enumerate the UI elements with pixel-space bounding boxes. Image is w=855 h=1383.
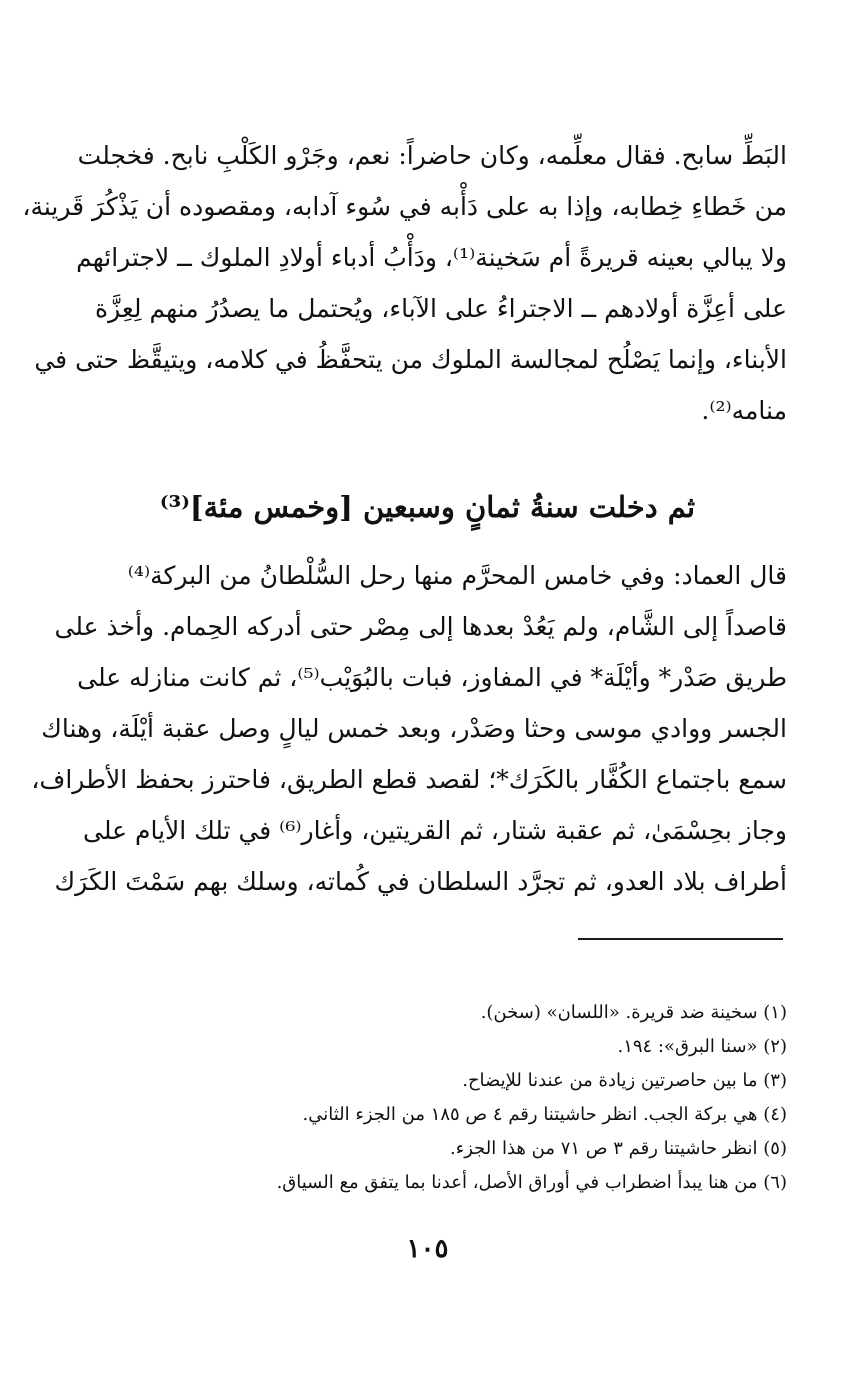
footnote-2: (٢) «سنا البرق»: ١٩٤. (617, 1036, 787, 1057)
paragraph-line: البَطِّ سابح. فقال معلِّمه، وكان حاضراً: نعم، وجَرْو الكَلْبِ نابح. فخجلت (77, 141, 787, 170)
footnote-5: (٥) انظر حاشيتنا رقم ٣ ص ٧١ من هذا الجزء. (450, 1138, 787, 1159)
paragraph-line: منامه⁽²⁾. (701, 396, 787, 425)
paragraph-line: سمع باجتماع الكُفَّار بالكَرَك*؛ لقصد قطع الطريق، فاحترز بحفظ الأطراف، (31, 765, 787, 794)
footnote-4: (٤) هي بركة الجب. انظر حاشيتنا رقم ٤ ص ١٨٥ من الجزء الثاني. (302, 1104, 787, 1125)
paragraph-line: الجسر ووادي موسى وحثا وصَدْر، وبعد خمس ليالٍ وصل عقبة أيْلَة، وهناك (41, 714, 787, 743)
paragraph-line: من خَطاءِ خِطابه، وإذا به على دَأْبه في سُوء آدابه، ومقصوده أن يَذْكُرَ قَرينة، (22, 192, 787, 221)
footnote-1: (١) سخينة ضد قريرة. «اللسان» (سخن). (480, 1002, 787, 1023)
footnotes (69, 996, 787, 1200)
paragraph-line: ولا يبالي بعينه قريرةً أم سَخينة⁽¹⁾، ودَأْبُ أدباء أولادِ الملوك ــ لاجترائهم (76, 243, 787, 272)
paragraph-line: وجاز بحِسْمَىٰ، ثم عقبة شتار، ثم القريتين، وأغار⁽⁶⁾ في تلك الأيام على (83, 816, 787, 845)
paragraph-line: أطراف بلاد العدو، ثم تجرَّد السلطان في كُماته، وسلك بهم سَمْتَ الكَرَك (54, 867, 787, 896)
paragraph-line: طريق صَدْر* وأيْلَة* في المفاوز، فبات بالبُوَيْب⁽⁵⁾، ثم كانت منازله على (77, 663, 787, 692)
page-number: ١٠٥ (406, 1234, 449, 1264)
paragraph-2 (31, 550, 787, 907)
paragraph-line: الأبناء، وإنما يَصْلُح لمجالسة الملوك من يتحفَّظُ في كلامه، ويتيقَّظ حتى في (34, 345, 787, 374)
paragraph-1 (22, 130, 787, 436)
footnote-separator (578, 938, 783, 940)
footnote-3: (٣) ما بين حاصرتين زيادة من عندنا للإيضاح. (462, 1070, 787, 1091)
section-heading: ثم دخلت سنةُ ثمانٍ وسبعين [وخمس مئة]⁽³⁾ (159, 490, 696, 524)
footnote-6: (٦) من هنا يبدأ اضطراب في أوراق الأصل، أعدنا بما يتفق مع السياق. (276, 1172, 787, 1193)
paragraph-line: قاصداً إلى الشَّام، ولم يَعُدْ بعدها إلى مِصْر حتى أدركه الحِمام. وأخذ على (54, 612, 787, 641)
paragraph-line: على أعِزَّة أولادهم ــ الاجتراءُ على الآباء، ويُحتمل ما يصدُرُ منهم لِعِزَّة (94, 294, 787, 323)
paragraph-line: قال العماد: وفي خامس المحرَّم منها رحل السُّلْطانُ من البركة⁽⁴⁾ (127, 561, 787, 590)
